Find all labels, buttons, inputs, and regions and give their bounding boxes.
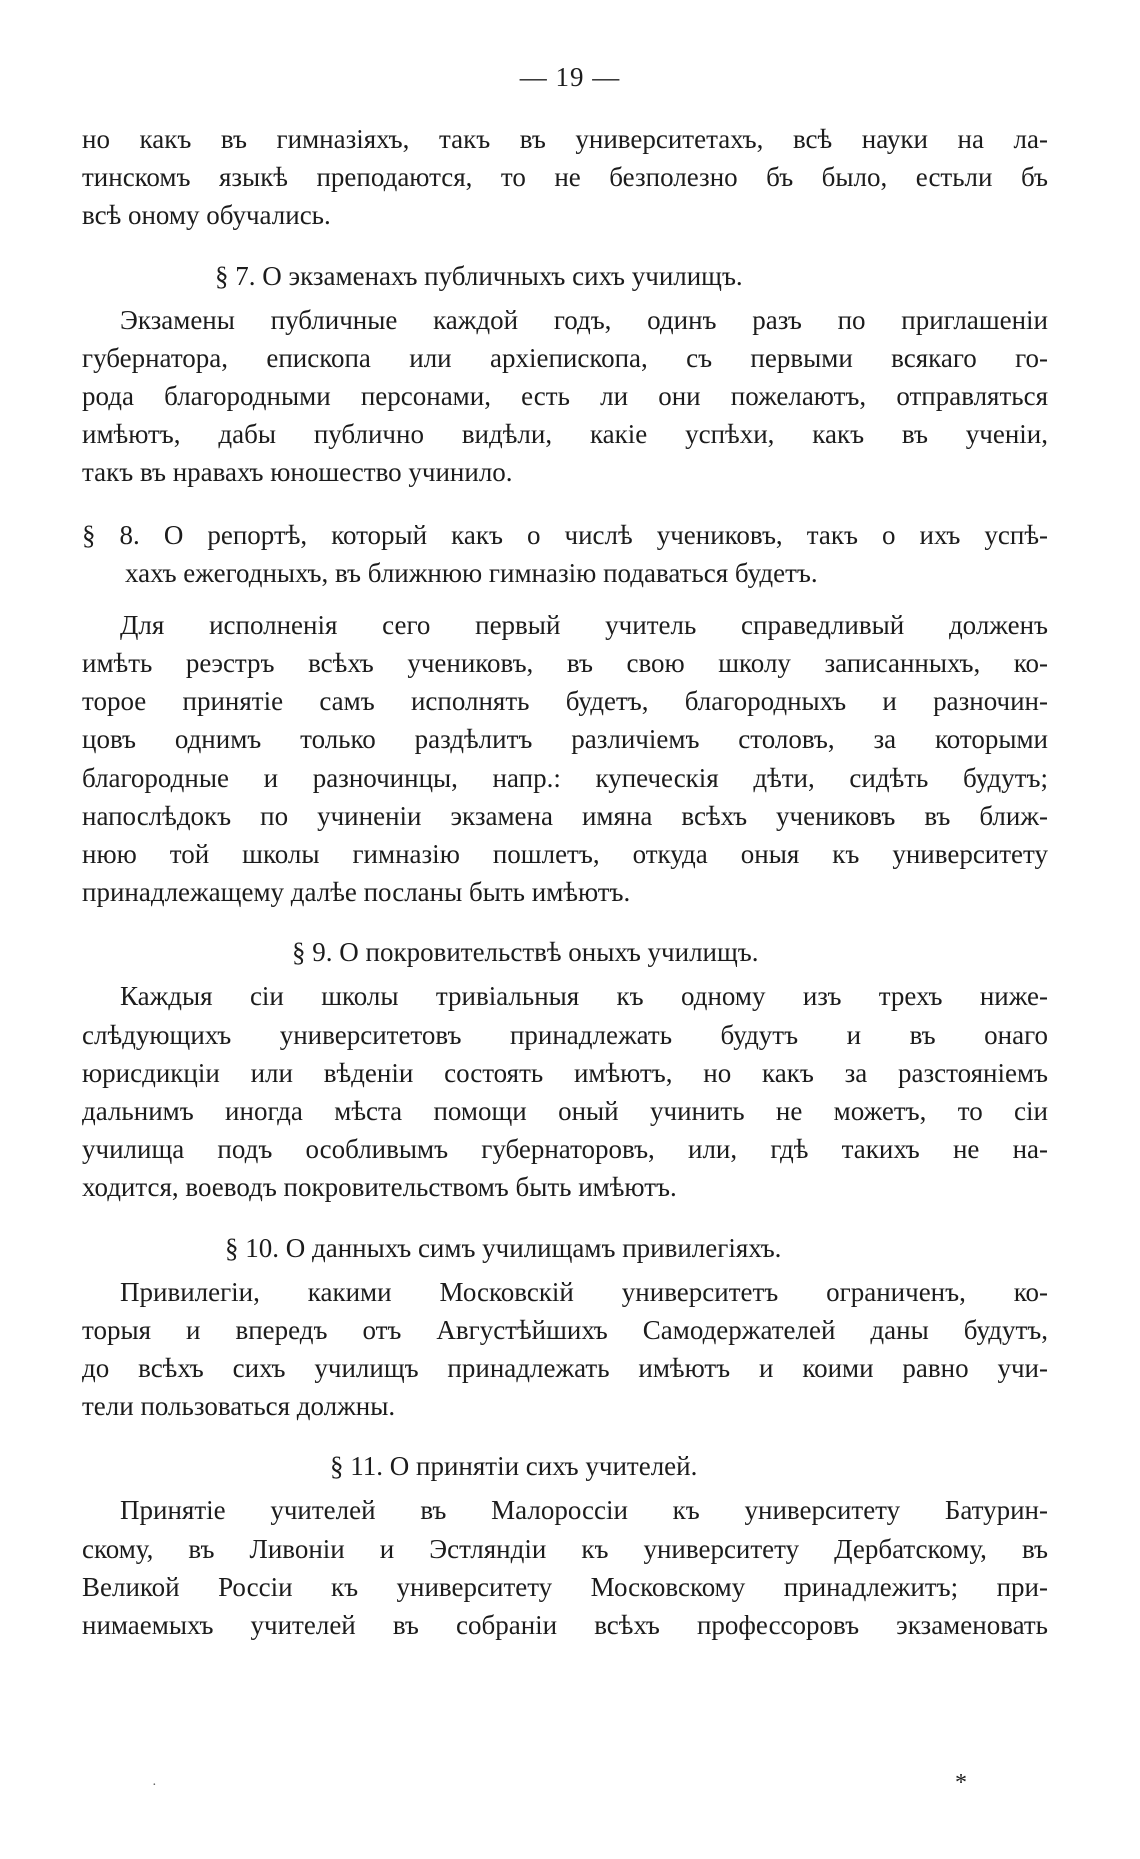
- heading-line: § 8. О репортѣ, который какъ о числѣ учениковъ, такъ о ихъ успѣ-: [82, 519, 1048, 550]
- page-body: [82, 120, 1048, 1644]
- text-line: имѣютъ, дабы публично видѣли, какіе успѣхи, какъ въ ученіи,: [82, 419, 1048, 450]
- text-line: до всѣхъ сихъ училищъ принадлежать имѣютъ и коими равно учи-: [82, 1353, 1048, 1384]
- text-line: но какъ въ гимназіяхъ, такъ въ университетахъ, всѣ науки на ла-: [82, 124, 1048, 154]
- text-line: Принятіе учителей въ Малороссіи къ университету Батурин-: [120, 1495, 1048, 1526]
- text-line: Экзамены публичные каждой годъ, одинъ разъ по приглашеніи: [120, 304, 1048, 335]
- section-11-heading: § 11. О принятіи сихъ учителей.: [330, 1451, 698, 1482]
- section-9-heading: § 9. О покровительствѣ оныхъ училищъ.: [292, 937, 759, 968]
- text-line: ходится, воеводъ покровительствомъ быть имѣютъ.: [82, 1172, 677, 1203]
- text-line: нюю той школы гимназію пошлетъ, откуда оныя къ университету: [82, 839, 1048, 870]
- text-line: напослѣдокъ по учиненіи экзамена имяна всѣхъ учениковъ въ ближ-: [82, 800, 1048, 831]
- section-9-paragraph: [82, 977, 1048, 1206]
- paragraph-continuation: [82, 120, 1048, 235]
- text-line: торыя и впередъ отъ Августѣйшихъ Самодержателей даны будутъ,: [82, 1314, 1048, 1345]
- text-line: имѣть реэстръ всѣхъ учениковъ, въ свою школу записанныхъ, ко-: [82, 648, 1048, 679]
- text-line: Для исполненія сего первый учитель справедливый долженъ: [120, 609, 1048, 640]
- text-line: Великой Россіи къ университету Московскому принадлежитъ; при-: [82, 1571, 1048, 1602]
- text-line: юрисдикціи или вѣденіи состоять имѣютъ, но какъ за разстояніемъ: [82, 1057, 1048, 1088]
- section-10-paragraph: [82, 1273, 1048, 1426]
- text-line: всѣ оному обучались.: [82, 200, 331, 231]
- text-line: такъ въ нравахъ юношество учинило.: [82, 457, 513, 488]
- text-line: училища подъ особливымъ губернаторовъ, или, гдѣ такихъ не на-: [82, 1134, 1048, 1165]
- text-line: дальнимъ иногда мѣста помощи оный учинить не можетъ, то сіи: [82, 1096, 1048, 1127]
- text-line: нимаемыхъ учителей въ собраніи всѣхъ профессоровъ экзаменовать: [82, 1610, 1048, 1641]
- section-10-heading: § 10. О данныхъ симъ училищамъ привилегіяхъ.: [225, 1232, 782, 1263]
- section-7-heading: § 7. О экзаменахъ публичныхъ сихъ училищъ.: [215, 260, 743, 291]
- text-line: рода благородными персонами, есть ли они пожелаютъ, отправляться: [82, 381, 1048, 412]
- text-line: цовъ однимъ только раздѣлитъ различіемъ столовъ, за которыми: [82, 724, 1048, 755]
- text-line: торое принятіе самъ исполнять будетъ, благородныхъ и разночин-: [82, 686, 1048, 717]
- section-7-paragraph: [82, 301, 1048, 492]
- section-11-paragraph: [82, 1491, 1048, 1644]
- section-8-heading: [82, 516, 1048, 592]
- heading-line: хахъ ежегодныхъ, въ ближнюю гимназію подаваться будетъ.: [125, 557, 818, 588]
- stray-mark: ·: [152, 1778, 157, 1793]
- text-line: тели пользоваться должны.: [82, 1391, 396, 1422]
- text-line: Каждыя сіи школы тривіальныя къ одному изъ трехъ ниже-: [120, 981, 1048, 1012]
- section-8-paragraph: [82, 606, 1048, 912]
- text-line: Привилегіи, какими Московскій университетъ ограниченъ, ко-: [120, 1276, 1048, 1307]
- text-line: принадлежащему далѣе посланы быть имѣютъ.: [82, 877, 631, 908]
- signature-mark: *: [955, 1770, 967, 1796]
- text-line: губернатора, епископа или архіепископа, съ первыми всякаго го-: [82, 342, 1048, 373]
- text-line: слѣдующихъ университетовъ принадлежать будутъ и въ онаго: [82, 1019, 1048, 1050]
- text-line: скому, въ Ливоніи и Эстляндіи къ университету Дербатскому, въ: [82, 1533, 1048, 1564]
- text-line: благородные и разночинцы, напр.: купеческія дѣти, сидѣть будутъ;: [82, 762, 1048, 793]
- page-number: — 19 —: [519, 62, 621, 92]
- text-line: тинскомъ языкѣ преподаются, то не безполезно бъ было, естьли бъ: [82, 162, 1048, 193]
